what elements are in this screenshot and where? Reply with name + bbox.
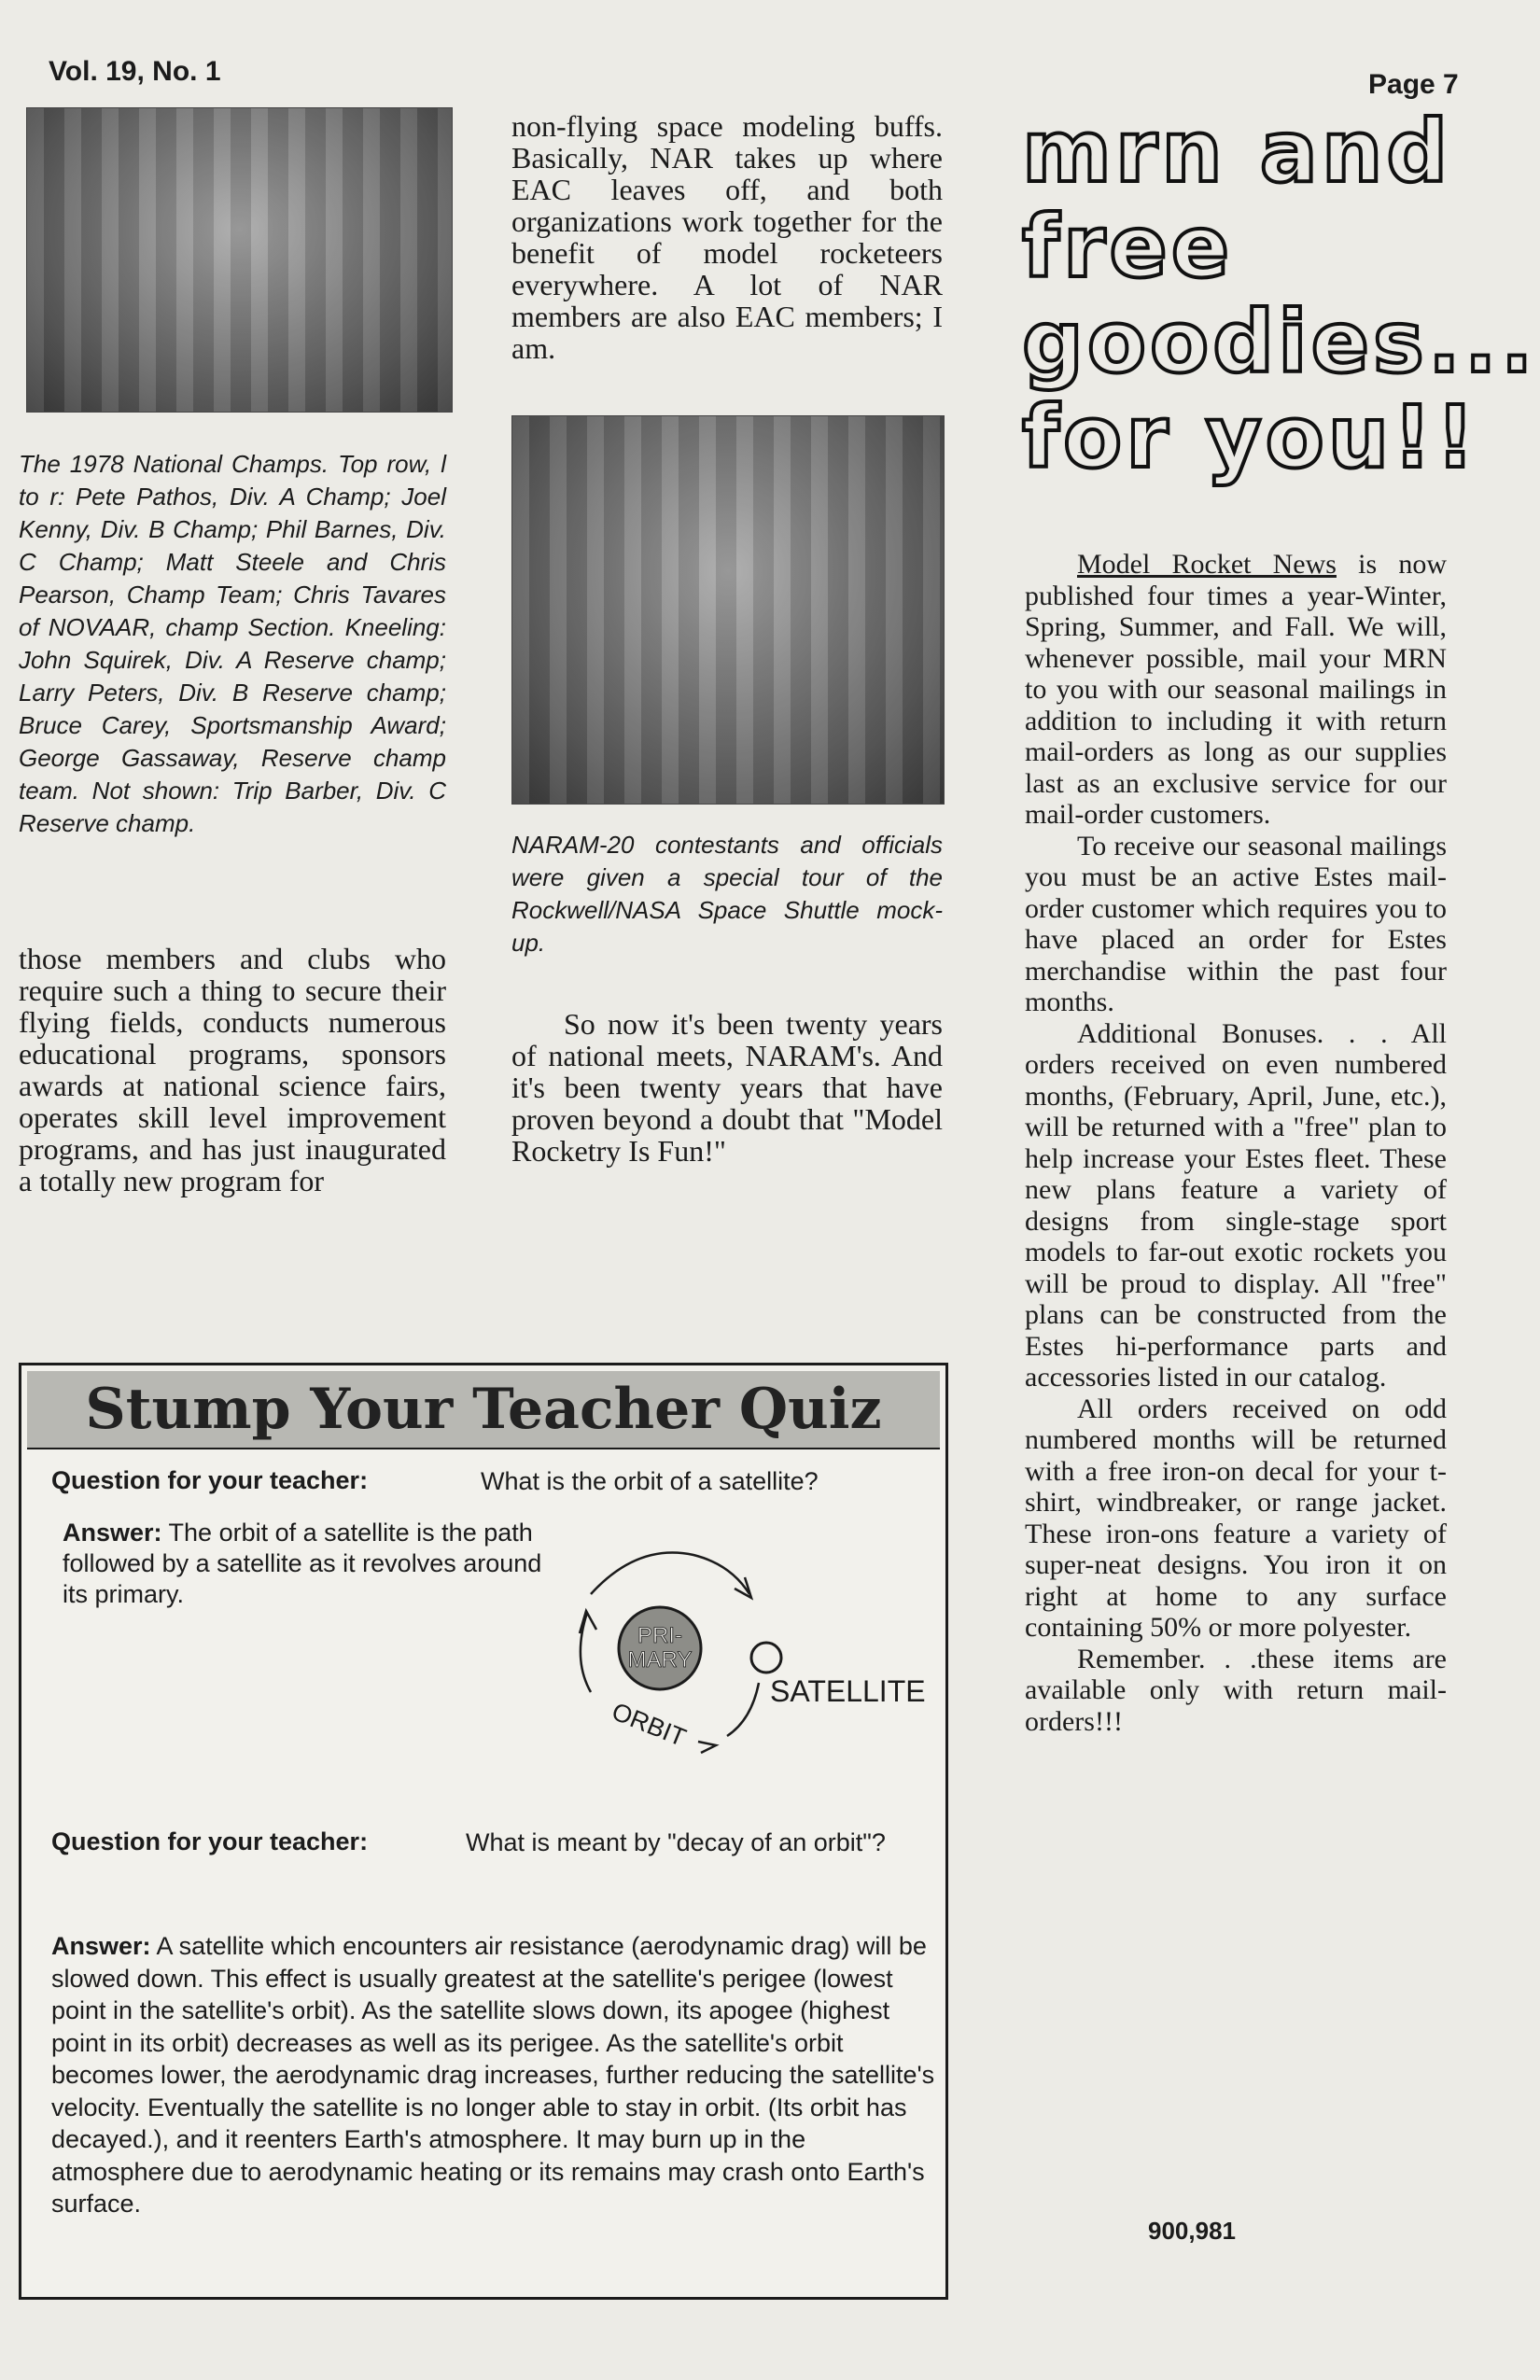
a2-block <box>51 1930 938 2220</box>
satellite-body <box>751 1643 781 1673</box>
q2-text: What is meant by "decay of an orbit"? <box>466 1828 886 1856</box>
a2-label: Answer: <box>51 1932 151 1960</box>
champs-photo-caption: The 1978 National Champs. Top row, l to r: Pete Pathos, Div. A Champ; Joel Kenny, Div. B Champ; Phil Barnes, Div. C Champ; Matt Steele and Chris Pearson, Champ Team; Chris Tavares of NOVAAR, champ Section. Kneeling: John Squirek, Div. A Reserve champ; Larry Peters, Div. B Reserve champ; Bruce Carey, Sportsmanship Award; George Gassaway, Reserve champ team. Not shown: Trip Barber, Div. C Reserve champ. <box>19 450 446 837</box>
q1-label-text: Question for your teacher: <box>51 1466 369 1494</box>
volume-number: Vol. 19, No. 1 <box>49 56 221 87</box>
naram-paragraph: So now it's been twenty years of national meets, NARAM's. And it's been twenty years that have proven beyond a doubt that "Model Rocketry Is Fun!" <box>511 1007 943 1168</box>
page-number: Page 7 <box>1368 69 1459 100</box>
q2-label <box>51 1827 368 1856</box>
mrn-paragraph-3: Additional Bonuses. . . All orders received on even numbered months, (February, April, June, etc.), will be returned with a "free" plan to help increase your Estes fleet. These new plans feature a variety of designs from single-stage sport models to far-out exotic rockets you will be proud to display. All "free" plans can be constructed from the Estes hi-performance parts and accessories listed in our catalog. <box>1025 1017 1447 1393</box>
title-line-1: mrn and <box>1022 102 1452 202</box>
column2-body-bottom <box>511 1008 943 1167</box>
orbit-arrow-bottom <box>698 1742 716 1753</box>
national-champs-photo <box>26 107 453 413</box>
title-line-4: for you!! <box>1022 387 1479 487</box>
quiz-banner <box>27 1371 940 1449</box>
shuttle-mockup-photo <box>511 415 945 805</box>
orbit-label: ORBIT <box>608 1697 691 1753</box>
primary-label-1: PRI- <box>637 1623 682 1648</box>
mrn-paragraph-2: To receive our seasonal mailings you must be an active Estes mail-order customer which requires you to have placed an order for Estes merchandise within the past four months. <box>1025 830 1447 1017</box>
mrn-paragraph-5: Remember. . .these items are available only with return mail-orders!!! <box>1025 1643 1447 1737</box>
a1-block <box>63 1518 548 1610</box>
orbit-arc-top <box>591 1553 749 1594</box>
q1-label <box>51 1466 368 1495</box>
a1-label: Answer: <box>63 1519 162 1547</box>
shuttle-photo-caption: NARAM-20 contestants and officials were given a special tour of the Rockwell/NASA Space Shuttle mock-up. <box>511 831 943 957</box>
satellite-label: SATELLITE <box>770 1674 926 1708</box>
mrn-title-block <box>1022 102 1537 487</box>
orbit-arrow-top <box>735 1577 751 1598</box>
publication-name: Model Rocket News <box>1077 549 1337 580</box>
orbit-arc-right <box>727 1683 759 1736</box>
footer-code: 900,981 <box>1148 2217 1236 2245</box>
title-line-2: free <box>1022 197 1234 297</box>
column3-body <box>1025 549 1447 1737</box>
primary-label-2: MARY <box>627 1647 693 1673</box>
title-line-3: goodies... <box>1022 292 1537 392</box>
mrn-paragraph-1 <box>1025 549 1447 831</box>
q2-label-text: Question for your teacher: <box>51 1827 369 1855</box>
a1-text: The orbit of a satellite is the path followed by a satellite as it revolves around its primary. <box>63 1519 542 1608</box>
column1-body-text: those members and clubs who require such a thing to secure their flying fields, conducts numerous educational programs, sponsors awards at national science fairs, operates skill level improvement programs, and has just inaugurated a totally new program for <box>19 942 446 1197</box>
stump-your-teacher-quiz <box>19 1363 948 2300</box>
mrn-paragraph-1-text: is now published four times a year-Winter, Spring, Summer, and Fall. We will, whenever possible, mail your MRN to you with our seasonal mailings in addition to including it with return mail-orders as long as our supplies last as an exclusive service for our mail-order customers. <box>1025 549 1447 830</box>
q1-text: What is the orbit of a satellite? <box>481 1467 819 1495</box>
a2-text: A satellite which encounters air resistance (aerodynamic drag) will be slowed down. This effect is usually greatest at the satellite's perigee (lowest point in the satellite's orbit). As the satellite slows down, its apogee (highest point in its orbit) decreases as well as its perigee. As the satellite's orbit becomes lower, the aerodynamic drag increases, further reducing the satellite's velocity. Eventually the satellite is no longer able to stay in orbit. (Its orbit has decayed.), and it reenters Earth's atmosphere. It may burn up in the atmosphere due to aerodynamic heating or its remains may crash onto Earth's surface. <box>51 1932 935 2218</box>
column2-body-top: non-flying space modeling buffs. Basically, NAR takes up where EAC leaves off, and both organizations work together for the benefit of model rocketeers everywhere. A lot of NAR members are also EAC members; I am. <box>511 109 943 365</box>
orbit-diagram <box>507 1529 936 1762</box>
mrn-paragraph-4: All orders received on odd numbered months will be returned with a free iron-on decal for your t-shirt, windbreaker, or range jacket. These iron-ons feature a variety of super-neat designs. You iron it on right at home to any surface containing 50% or more polyester. <box>1025 1393 1447 1643</box>
quiz-title: Stump Your Teacher Quiz <box>85 1377 882 1442</box>
